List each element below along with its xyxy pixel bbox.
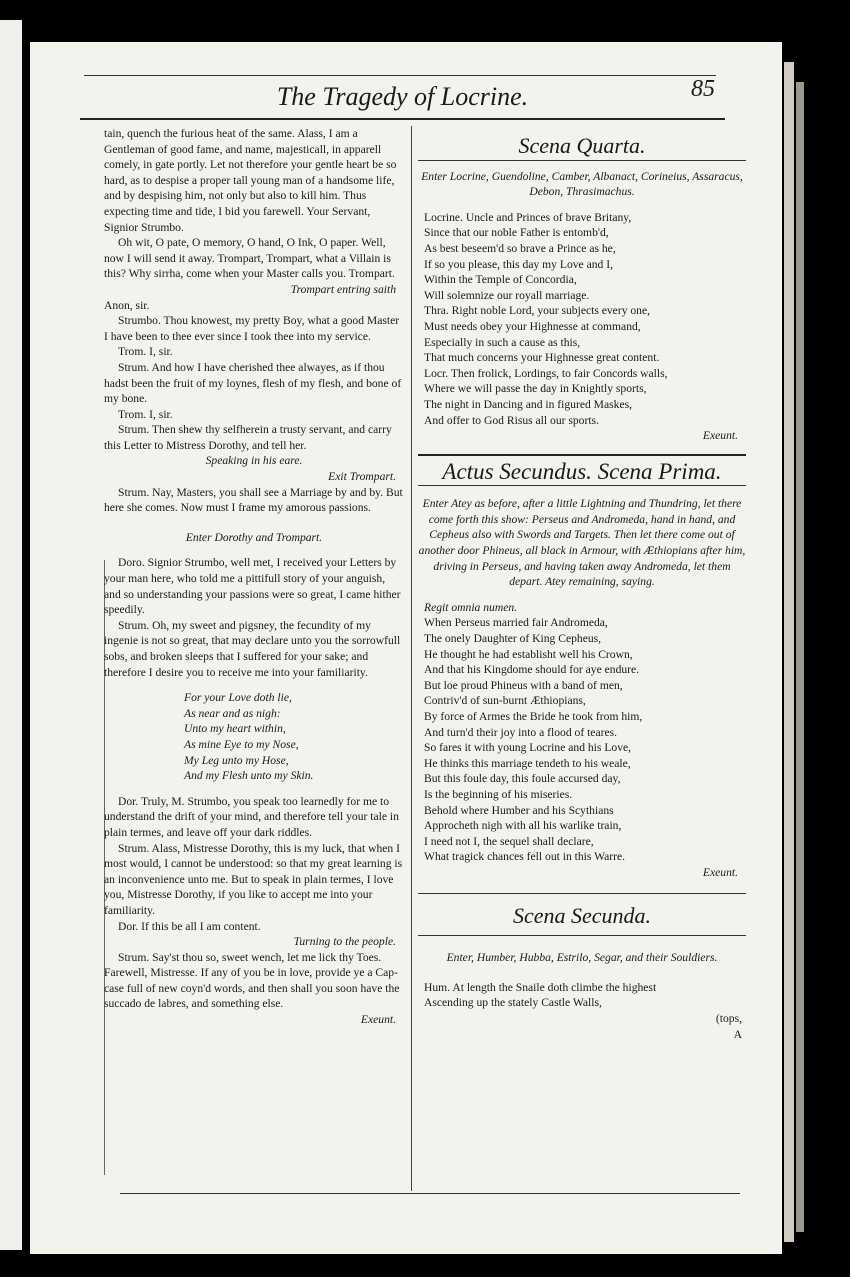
paragraph: Dor. Truly, M. Strumbo, you speak too learnedly for me to understand the drift of your mind, and therefore tell your tale in plain termes, and leave off your dark riddles. (104, 794, 399, 839)
scene-heading: Scena Secunda. (512, 902, 652, 928)
paragraph: Strum. Nay, Masters, you shall see a Marriage by and by. But here she comes. Now must I frame my amorous passions. (104, 485, 403, 515)
paragraph: Strumbo. Thou knowest, my pretty Boy, what a good Master I have been to thee ever since I took thee into my service. (104, 314, 400, 343)
verse-line: That much concerns your Highnesse great content. (424, 351, 660, 365)
act-heading: Actus Secundus. Scena Prima. (442, 458, 722, 484)
verse-line: But this foule day, this foule accursed day, (424, 772, 621, 786)
verse-line: And offer to God Risus all our sports. (424, 413, 599, 427)
stage-direction: Turning to the people. (293, 935, 396, 949)
verse-line: Must needs obey your Highnesse at command, (424, 319, 641, 333)
entrance-direction: Enter Atey as before, after a little Lightning and Thundring, let there come forth this show: Perseus and Andromeda, hand in hand, and Cepheus also with Swords and Targets. Then let there come out of another door Phineus, all black in Armour, with Æthiopians after him, driving in Perseus, and having taken away Andromeda, let them depart. Atey remaining, saying. (418, 497, 746, 589)
verse-line: But loe proud Phineus with a band of men, (424, 678, 623, 692)
verse-line: What tragick chances fell out in this Warre. (424, 850, 626, 864)
header-rule (80, 118, 725, 120)
verse-line: He thought he had establisht well his Crown, (424, 647, 633, 661)
running-header (80, 76, 725, 118)
catchword: (tops, (715, 1011, 742, 1025)
stage-direction: Exeunt. (702, 865, 738, 879)
verse-line: Locr. Then frolick, Lordings, to fair Concords walls, (424, 366, 668, 380)
verse-line: If so you please, this day my Love and I, (424, 257, 613, 271)
verse-line: Approcheth nigh with all his warlike train, (424, 819, 622, 833)
divider (418, 160, 746, 161)
stage-direction: Exit Trompart. (328, 470, 396, 484)
scene-heading: Scena Quarta. (518, 133, 646, 158)
divider (418, 935, 746, 936)
entrance-direction: Enter, Humber, Hubba, Estrilo, Segar, and their Souldiers. (446, 951, 718, 965)
paragraph: Dor. If this be all I am content. (118, 919, 261, 933)
paragraph: Strum. Oh, my sweet and pigsney, the fecundity of my ingenie is not so great, that may declare unto you the sorrowfull sobs, and broken sleeps that I suffered for your sake; and therefore I desire you to receive me into your familiarity. (104, 618, 401, 679)
entrance-direction: Enter Dorothy and Trompart. (185, 530, 323, 544)
paragraph: Strum. Alass, Mistresse Dorothy, this is my luck, that when I most would, I cannot be understood: so that my great learning is an inconvenience unto me. But to speak in plain termes, I love you, Mistresse Dorothy, if you like to accept me into your familiarity. (104, 841, 403, 917)
paragraph: Oh wit, O pate, O memory, O hand, O Ink, O paper. Well, now I will send it away. Trompart, Trompart, what a Villain is this? Why sirrha, come when your Master calls you. Trompart. (104, 236, 395, 281)
divider (418, 893, 746, 894)
verse-line: The onely Daughter of King Cepheus, (424, 632, 602, 646)
paragraph: tain, quench the furious heat of the same. Alass, I am a Gentleman of good fame, and name, majesticall, in apparell comely, in gate portly. Let not therefore your gentle heart be so hard, as to despise a proper tall young man of a handsome life, and by despising him, not only but also to kill him. Thus expecting time and tide, I bid you farewell. Your Servant, Signior Strumbo. (104, 127, 397, 234)
verse-line: Where we will passe the day in Knightly sports, (424, 382, 647, 396)
running-title: The Tragedy of Locrine. (276, 82, 529, 111)
bottom-rule (120, 1193, 740, 1194)
page-stack-shadow (796, 82, 804, 1232)
verse-line: Ascending up the stately Castle Walls, (424, 996, 602, 1010)
song-line: And my Flesh unto my Skin. (184, 769, 314, 783)
right-column (418, 126, 746, 1042)
verse-line: Especially in such a cause as this, (424, 335, 581, 349)
song-line: As near and as nigh: (184, 706, 281, 720)
verse-line: I need not I, the sequel shall declare, (424, 834, 594, 848)
paragraph: Strum. And how I have cherished thee alwayes, as if thou hadst been the fruit of my loynes, flesh of my flesh, and bone of my bone. (104, 360, 402, 406)
verse-line: Behold where Humber and his Scythians (424, 803, 614, 817)
verse-line: Within the Temple of Concordia, (424, 273, 577, 287)
stage-direction: Exeunt. (702, 429, 738, 443)
verse-line: When Perseus married fair Andromeda, (424, 616, 608, 630)
signature-mark: A (733, 1027, 742, 1041)
verse-line: Will solemnize our royall marriage. (424, 288, 590, 302)
stage-direction: Speaking in his eare. (205, 454, 303, 468)
verse-line: He thinks this marriage tendeth to his weale, (424, 756, 631, 770)
facing-page-edge (0, 20, 22, 1250)
verse-line: And that his Kingdome should for aye endure. (424, 663, 640, 677)
verse-line: By force of Armes the Bride he took from him, (424, 710, 643, 723)
song-line: For your Love doth lie, (184, 691, 292, 705)
verse-line: And turn'd their joy into a flood of teares. (424, 725, 618, 739)
verse-block (418, 980, 746, 1011)
verse-line: Hum. At length the Snaile doth climbe the highest (424, 980, 657, 994)
song-verse (104, 690, 404, 784)
divider (418, 485, 746, 486)
paragraph: Trom. I, sir. (118, 345, 173, 359)
verse-line: Since that our noble Father is entomb'd, (424, 226, 609, 240)
verse-block (418, 210, 746, 428)
paragraph: Strum. Say'st thou so, sweet wench, let me lick thy Toes. Farewell, Mistresse. If any of you be in love, provide ye a Cap-case full of new coyn'd words, and then shall you soon have the succado de labres, and something else. (104, 950, 400, 1011)
stage-direction: Exeunt. (360, 1013, 396, 1027)
paragraph: Strum. Then shew thy selfherein a trusty servant, and carry this Letter to Mistress Dorothy, and tell her. (104, 423, 392, 452)
left-column (104, 126, 404, 1028)
motto: Regit omnia numen. (424, 600, 518, 614)
song-line: As mine Eye to my Nose, (184, 737, 299, 751)
verse-line: The night in Dancing and in figured Maskes, (424, 397, 632, 411)
paragraph: Trom. I, sir. (118, 407, 173, 421)
column-rule (411, 126, 412, 1191)
stage-direction: Trompart entring saith (290, 282, 396, 296)
song-line: My Leg unto my Hose, (184, 753, 289, 767)
verse-line: As best beseem'd so brave a Prince as he, (424, 241, 616, 255)
entrance-direction: Enter Locrine, Guendoline, Camber, Albanact, Corineius, Assaracus, Debon, Thrasimachus. (421, 169, 743, 199)
page-number: 85 (691, 76, 715, 102)
page-stack-edge (784, 62, 794, 1242)
paragraph: Anon, sir. (104, 298, 150, 312)
divider (418, 454, 746, 456)
verse-block (418, 615, 746, 865)
paragraph: Doro. Signior Strumbo, well met, I received your Letters by your man here, who told me a pittifull story of your anguish, and so understanding your passions were so great, I came hither speedily. (104, 556, 401, 617)
verse-line: Is the beginning of his miseries. (424, 787, 573, 801)
verse-line: So fares it with young Locrine and his Love, (424, 741, 632, 755)
song-line: Unto my heart within, (184, 722, 286, 736)
verse-line: Contriv'd of sun-burnt Æthiopians, (424, 694, 586, 708)
top-rule (84, 75, 716, 76)
verse-line: Thra. Right noble Lord, your subjects every one, (424, 304, 651, 318)
verse-line: Locrine. Uncle and Princes of brave Britany, (424, 210, 632, 224)
